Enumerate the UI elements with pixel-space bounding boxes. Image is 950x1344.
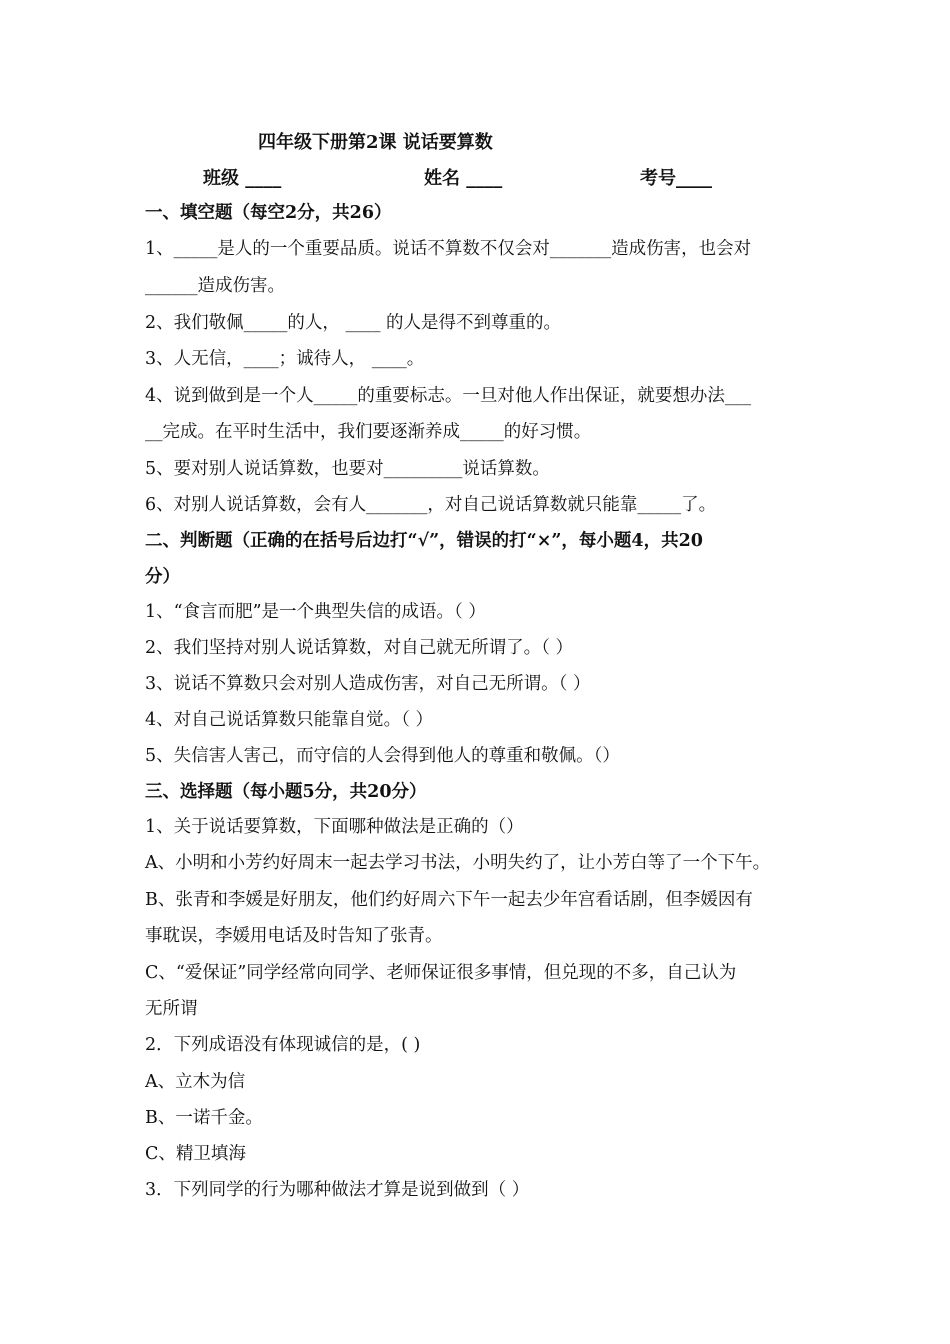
s3-q1-option-b-line1: B、张青和李媛是好朋友，他们约好周六下午一起去少年宫看话剧，但李媛因有 [145,890,753,910]
s1-q1-line2: ______造成伤害。 [145,276,285,296]
name-field-label: 姓名 ____ [424,168,503,189]
s3-q2-option-a: A、立木为信 [145,1072,246,1092]
s1-q6: 6、对别人说话算数，会有人_______，对自己说话算数就只能靠_____了。 [145,495,717,515]
s3-q1-option-c-line1: C、“爱保证”同学经常向同学、老师保证很多事情，但兑现的不多，自己认为 [145,963,737,983]
section1-heading: 一、填空题（每空2分，共26） [145,203,392,223]
s3-q1-option-a: A、小明和小芳约好周末一起去学习书法，小明失约了，让小芳白等了一个下午。 [145,853,771,873]
s3-q2-option-b: B、一诺千金。 [145,1108,263,1128]
s2-q5: 5、失信害人害己，而守信的人会得到他人的尊重和敬佩。（） [145,746,620,766]
s3-q1-option-c-line2: 无所谓 [145,999,198,1019]
s3-q1: 1、关于说话要算数，下面哪种做法是正确的（） [145,817,524,837]
s2-q1: 1、“食言而肥”是一个典型失信的成语。（ ） [145,602,486,622]
section3-heading: 三、选择题（每小题5分，共20分） [145,782,427,802]
s3-q3: 3．下列同学的行为哪种做法才算是说到做到（ ） [145,1180,530,1200]
section2-heading-line2: 分） [145,567,180,587]
s3-q2-option-c: C、精卫填海 [145,1144,246,1164]
s1-q5: 5、要对别人说话算数，也要对_________说话算数。 [145,459,550,479]
s3-q2: 2．下列成语没有体现诚信的是，( ) [145,1035,421,1055]
class-field-label: 班级 ____ [203,168,282,189]
s2-q2: 2、我们坚持对别人说话算数，对自己就无所谓了。（ ） [145,638,573,658]
s2-q3: 3、说话不算数只会对别人造成伤害，对自己无所谓。（ ） [145,674,591,694]
s1-q2: 2、我们敬佩_____的人， ____ 的人是得不到尊重的。 [145,313,562,333]
page-title: 四年级下册第2课 说话要算数 [258,132,493,153]
s1-q4-line2: __完成。在平时生活中，我们要逐渐养成_____的好习惯。 [145,422,592,442]
exam-number-label: 考号____ [640,168,712,189]
s1-q4-line1: 4、说到做到是一个人_____的重要标志。一旦对他人作出保证，就要想办法___ [145,386,752,406]
section2-heading-line1: 二、判断题（正确的在括号后边打“√”，错误的打“×”，每小题4，共20 [145,531,703,551]
s3-q1-option-b-line2: 事耽误，李媛用电话及时告知了张青。 [145,926,443,946]
s1-q3: 3、人无信，____；诚待人， ____。 [145,349,425,369]
s2-q4: 4、对自己说话算数只能靠自觉。（ ） [145,710,433,730]
s1-q1-line1: 1、_____是人的一个重要品质。说话不算数不仅会对_______造成伤害，也会对 [145,239,752,259]
